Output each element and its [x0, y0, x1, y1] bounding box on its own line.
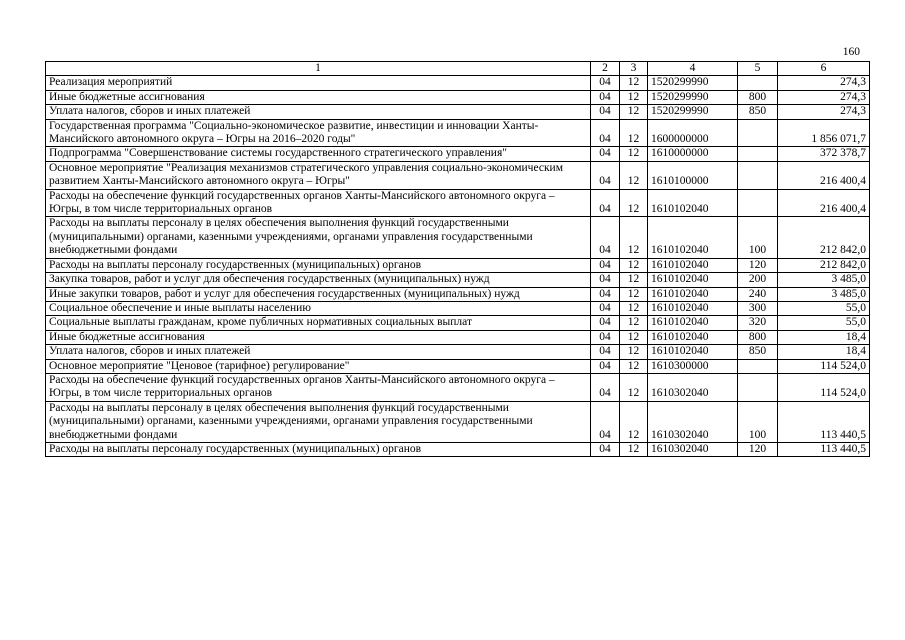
expense-type-cell: 120 — [738, 258, 778, 272]
section-code-cell: 04 — [591, 217, 620, 258]
section-code-cell: 04 — [591, 105, 620, 119]
section-code-cell: 04 — [591, 401, 620, 442]
amount-cell: 216 400,4 — [778, 189, 870, 217]
table-row — [46, 330, 870, 344]
expense-type-cell — [738, 373, 778, 401]
expense-type-cell: 120 — [738, 442, 778, 456]
row-name-cell: Расходы на выплаты персоналу государственных (муниципальных) органов — [46, 258, 591, 272]
amount-cell: 113 440,5 — [778, 442, 870, 456]
section-code-cell: 04 — [591, 90, 620, 104]
expense-type-cell: 800 — [738, 90, 778, 104]
subsection-code-cell: 12 — [620, 147, 648, 161]
row-name-cell: Расходы на выплаты персоналу государственных (муниципальных) органов — [46, 442, 591, 456]
expense-type-cell: 100 — [738, 217, 778, 258]
amount-cell: 18,4 — [778, 345, 870, 359]
target-article-cell: 1520299990 — [648, 105, 738, 119]
target-article-cell: 1610100000 — [648, 161, 738, 189]
subsection-code-cell: 12 — [620, 189, 648, 217]
section-code-cell: 04 — [591, 287, 620, 301]
expense-type-cell — [738, 161, 778, 189]
target-article-cell: 1610302040 — [648, 442, 738, 456]
target-article-cell: 1610102040 — [648, 189, 738, 217]
row-name-cell: Расходы на обеспечение функций государственных органов Ханты-Мансийского автономного округа – Югры, в том числе территориальных органов — [46, 189, 591, 217]
target-article-cell: 1610102040 — [648, 301, 738, 315]
expense-type-cell: 800 — [738, 330, 778, 344]
row-name-cell: Расходы на обеспечение функций государственных органов Ханты-Мансийского автономного округа – Югры, в том числе территориальных органов — [46, 373, 591, 401]
table-row — [46, 90, 870, 104]
expense-type-cell: 850 — [738, 345, 778, 359]
subsection-code-cell: 12 — [620, 345, 648, 359]
amount-cell: 114 524,0 — [778, 359, 870, 373]
row-name-cell: Расходы на выплаты персоналу в целях обеспечения выполнения функций государственными (муниципальными) органами, казенными учреждениями, органами управления государственными внебюджетными фондами — [46, 217, 591, 258]
row-name-cell: Социальное обеспечение и иные выплаты населению — [46, 301, 591, 315]
row-name-cell: Закупка товаров, работ и услуг для обеспечения государственных (муниципальных) нужд — [46, 273, 591, 287]
amount-cell: 55,0 — [778, 301, 870, 315]
table-row — [46, 161, 870, 189]
target-article-cell: 1610102040 — [648, 345, 738, 359]
column-header-5: 5 — [738, 62, 778, 76]
table-row — [46, 189, 870, 217]
row-name-cell: Основное мероприятие "Реализация механизмов стратегического управления социально-экономическим развитием Ханты-Мансийского автономного округа – Югры" — [46, 161, 591, 189]
table-row — [46, 301, 870, 315]
subsection-code-cell: 12 — [620, 273, 648, 287]
table-row — [46, 147, 870, 161]
section-code-cell: 04 — [591, 76, 620, 90]
expense-type-cell — [738, 359, 778, 373]
subsection-code-cell: 12 — [620, 316, 648, 330]
table-row — [46, 273, 870, 287]
table-row — [46, 287, 870, 301]
target-article-cell: 1610300000 — [648, 359, 738, 373]
subsection-code-cell: 12 — [620, 401, 648, 442]
column-header-1: 1 — [46, 62, 591, 76]
subsection-code-cell: 12 — [620, 258, 648, 272]
column-header-2: 2 — [591, 62, 620, 76]
amount-cell: 212 842,0 — [778, 217, 870, 258]
expense-type-cell: 850 — [738, 105, 778, 119]
row-name-cell: Расходы на выплаты персоналу в целях обеспечения выполнения функций государственными (муниципальными) органами, казенными учреждениями, органами управления государственными внебюджетными фондами — [46, 401, 591, 442]
subsection-code-cell: 12 — [620, 217, 648, 258]
table-row — [46, 345, 870, 359]
subsection-code-cell: 12 — [620, 359, 648, 373]
target-article-cell: 1610302040 — [648, 401, 738, 442]
amount-cell: 274,3 — [778, 76, 870, 90]
target-article-cell: 1520299990 — [648, 90, 738, 104]
target-article-cell: 1610102040 — [648, 217, 738, 258]
subsection-code-cell: 12 — [620, 105, 648, 119]
row-name-cell: Государственная программа "Социально-экономическое развитие, инвестиции и инновации Ханты-Мансийского автономного округа – Югры на 2016–2020 годы" — [46, 119, 591, 147]
page-number: 160 — [842, 46, 860, 58]
table-row — [46, 76, 870, 90]
amount-cell: 3 485,0 — [778, 273, 870, 287]
row-name-cell: Социальные выплаты гражданам, кроме публичных нормативных социальных выплат — [46, 316, 591, 330]
target-article-cell: 1610102040 — [648, 287, 738, 301]
row-name-cell: Основное мероприятие "Ценовое (тарифное) регулирование" — [46, 359, 591, 373]
row-name-cell: Реализация мероприятий — [46, 76, 591, 90]
section-code-cell: 04 — [591, 189, 620, 217]
amount-cell: 55,0 — [778, 316, 870, 330]
column-header-3: 3 — [620, 62, 648, 76]
target-article-cell: 1610000000 — [648, 147, 738, 161]
section-code-cell: 04 — [591, 345, 620, 359]
subsection-code-cell: 12 — [620, 373, 648, 401]
row-name-cell: Иные бюджетные ассигнования — [46, 330, 591, 344]
amount-cell: 212 842,0 — [778, 258, 870, 272]
subsection-code-cell: 12 — [620, 442, 648, 456]
section-code-cell: 04 — [591, 273, 620, 287]
section-code-cell: 04 — [591, 330, 620, 344]
table-row — [46, 359, 870, 373]
table-body — [46, 76, 870, 457]
expense-type-cell — [738, 189, 778, 217]
subsection-code-cell: 12 — [620, 161, 648, 189]
expense-type-cell: 300 — [738, 301, 778, 315]
section-code-cell: 04 — [591, 316, 620, 330]
section-code-cell: 04 — [591, 373, 620, 401]
amount-cell: 113 440,5 — [778, 401, 870, 442]
subsection-code-cell: 12 — [620, 301, 648, 315]
target-article-cell: 1610102040 — [648, 273, 738, 287]
target-article-cell: 1600000000 — [648, 119, 738, 147]
subsection-code-cell: 12 — [620, 119, 648, 147]
amount-cell: 18,4 — [778, 330, 870, 344]
table-header-row — [46, 62, 870, 76]
amount-cell: 274,3 — [778, 90, 870, 104]
table-row — [46, 401, 870, 442]
column-header-6: 6 — [778, 62, 870, 76]
row-name-cell: Подпрограмма "Совершенствование системы государственного стратегического управления" — [46, 147, 591, 161]
target-article-cell: 1610102040 — [648, 316, 738, 330]
subsection-code-cell: 12 — [620, 76, 648, 90]
expense-type-cell: 320 — [738, 316, 778, 330]
table-row — [46, 119, 870, 147]
row-name-cell: Иные закупки товаров, работ и услуг для обеспечения государственных (муниципальных) нужд — [46, 287, 591, 301]
target-article-cell: 1520299990 — [648, 76, 738, 90]
row-name-cell: Уплата налогов, сборов и иных платежей — [46, 345, 591, 359]
target-article-cell: 1610102040 — [648, 330, 738, 344]
section-code-cell: 04 — [591, 301, 620, 315]
expense-type-cell: 240 — [738, 287, 778, 301]
expense-type-cell — [738, 147, 778, 161]
amount-cell: 216 400,4 — [778, 161, 870, 189]
target-article-cell: 1610302040 — [648, 373, 738, 401]
table-row — [46, 105, 870, 119]
amount-cell: 1 856 071,7 — [778, 119, 870, 147]
expense-type-cell: 100 — [738, 401, 778, 442]
amount-cell: 372 378,7 — [778, 147, 870, 161]
table-row — [46, 316, 870, 330]
expense-type-cell: 200 — [738, 273, 778, 287]
amount-cell: 114 524,0 — [778, 373, 870, 401]
table-row — [46, 217, 870, 258]
section-code-cell: 04 — [591, 119, 620, 147]
row-name-cell: Иные бюджетные ассигнования — [46, 90, 591, 104]
section-code-cell: 04 — [591, 442, 620, 456]
subsection-code-cell: 12 — [620, 287, 648, 301]
expense-type-cell — [738, 119, 778, 147]
amount-cell: 274,3 — [778, 105, 870, 119]
column-header-4: 4 — [648, 62, 738, 76]
section-code-cell: 04 — [591, 161, 620, 189]
budget-table — [45, 61, 870, 457]
section-code-cell: 04 — [591, 359, 620, 373]
table-row — [46, 442, 870, 456]
amount-cell: 3 485,0 — [778, 287, 870, 301]
table-row — [46, 258, 870, 272]
section-code-cell: 04 — [591, 147, 620, 161]
target-article-cell: 1610102040 — [648, 258, 738, 272]
subsection-code-cell: 12 — [620, 90, 648, 104]
section-code-cell: 04 — [591, 258, 620, 272]
row-name-cell: Уплата налогов, сборов и иных платежей — [46, 105, 591, 119]
subsection-code-cell: 12 — [620, 330, 648, 344]
expense-type-cell — [738, 76, 778, 90]
table-row — [46, 373, 870, 401]
